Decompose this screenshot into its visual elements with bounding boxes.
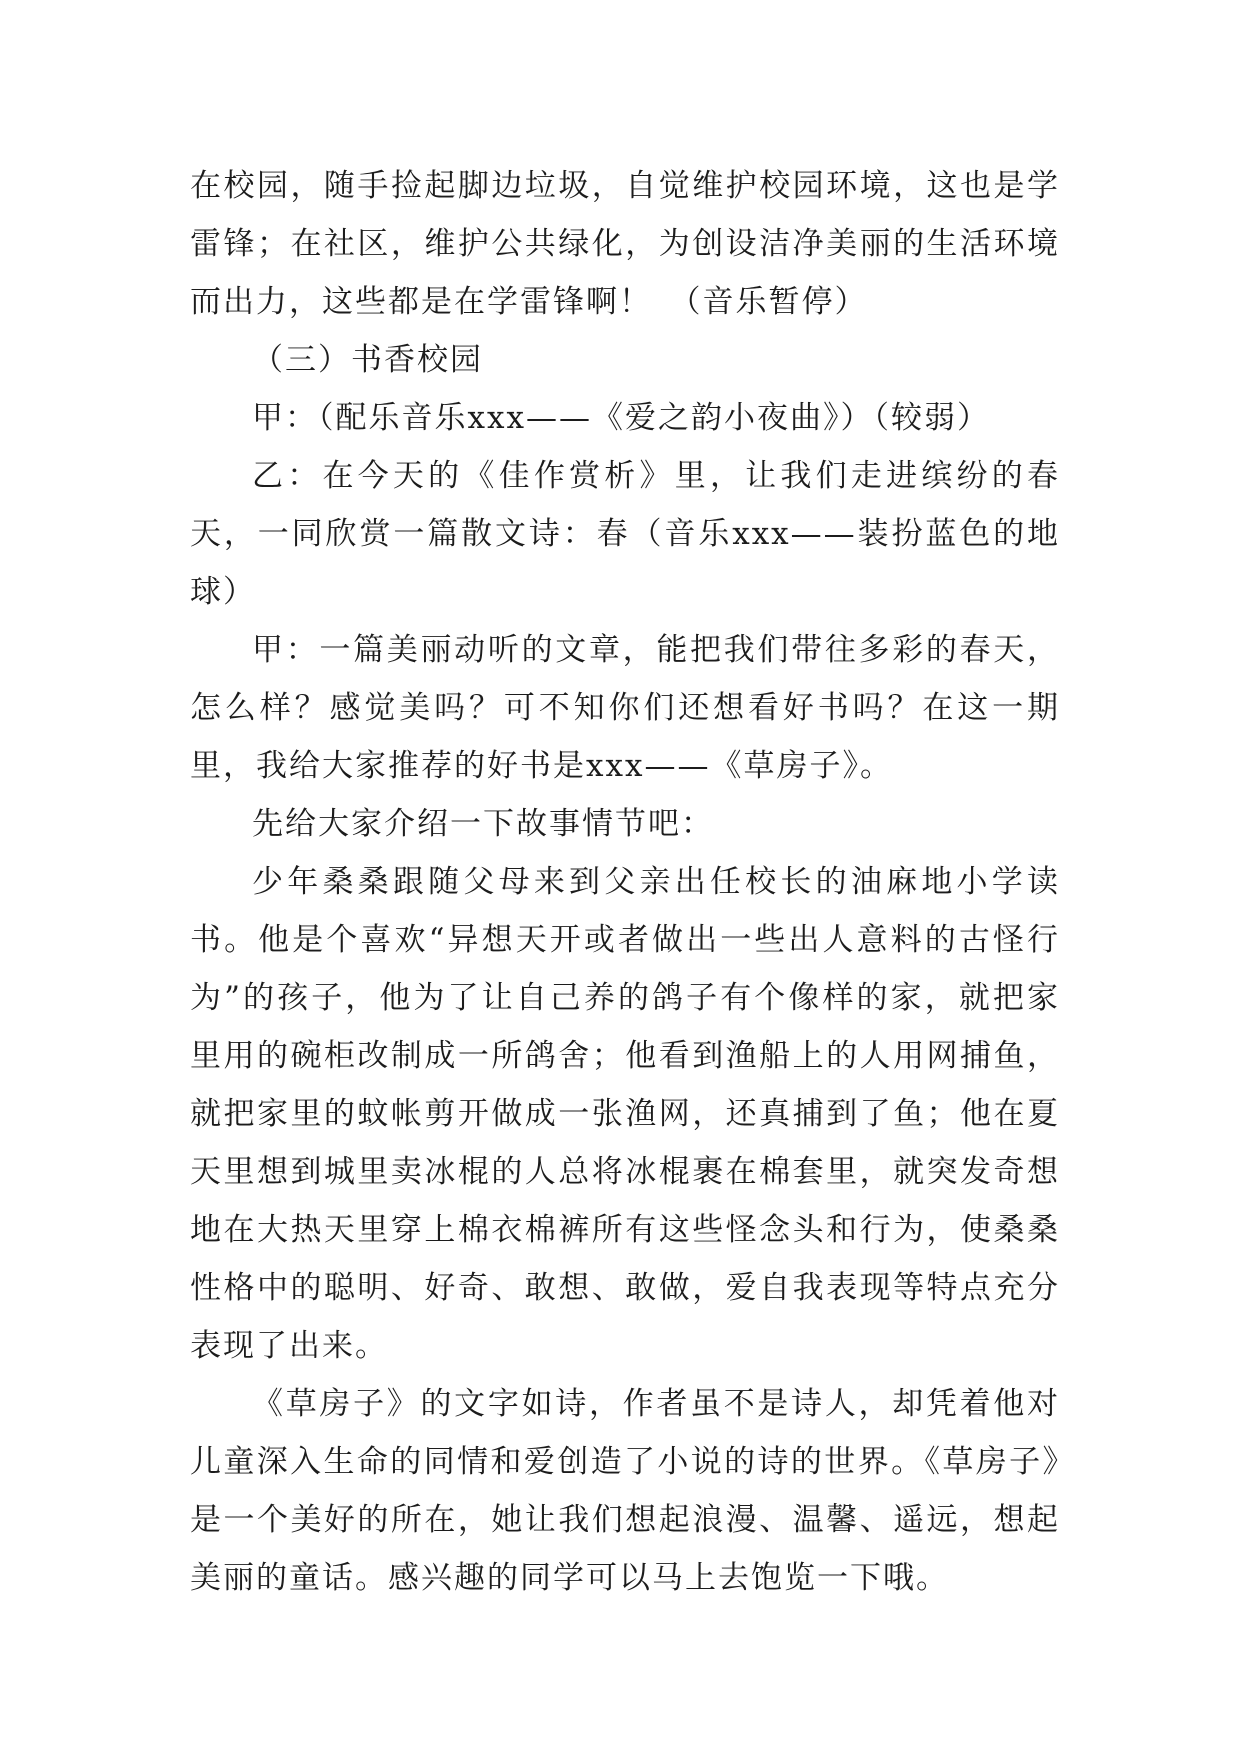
section-heading: （三）书香校园 bbox=[252, 342, 483, 378]
paragraph-7: 少年桑桑跟随父母来到父亲出任校长的油麻地小学读书。他是个喜欢“异想天开或者做出一些出人意料的古怪行为”的孩子，他为了让自己养的鸽子有个像样的家，就把家里用的碗柜改制成一所鸽舍；他看到渔船上的人用网捕鱼，就把家里的蚊帐剪开做成一张渔网，还真捕到了鱼；他在夏天里想到城里卖冰棍的人总将冰棍裹在棉套里，就突发奇想地在大热天里穿上棉衣棉裤所有这些怪念头和行为，使桑桑性格中的聪明、好奇、敢想、敢做，爱自我表现等特点充分表现了出来。 bbox=[190, 864, 1060, 1364]
paragraph-8: 《草房子》的文字如诗，作者虽不是诗人，却凭着他对儿童深入生命的同情和爱创造了小说的诗的世界。《草房子》是一个美好的所在，她让我们想起浪漫、温馨、遥远，想起美丽的童话。感兴趣的同学可以马上去饱览一下哦。 bbox=[190, 1386, 1060, 1596]
paragraph-4: 乙：在今天的《佳作赏析》里，让我们走进缤纷的春天，一同欣赏一篇散文诗：春（音乐xxx——装扮蓝色的地球） bbox=[190, 458, 1060, 610]
paragraph-5: 甲：一篇美丽动听的文章，能把我们带往多彩的春天，怎么样？感觉美吗？可不知你们还想看好书吗？在这一期里，我给大家推荐的好书是xxx——《草房子》。 bbox=[190, 632, 1060, 784]
paragraph-3: 甲：（配乐音乐xxx——《爱之韵小夜曲》）（较弱） bbox=[252, 400, 990, 436]
document-body bbox=[190, 157, 1060, 1607]
paragraph-1: 在校园，随手捡起脚边垃圾，自觉维护校园环境，这也是学雷锋；在社区，维护公共绿化，为创设洁净美丽的生活环境而出力，这些都是在学雷锋啊！ （音乐暂停） bbox=[190, 168, 1060, 320]
paragraph-6: 先给大家介绍一下故事情节吧： bbox=[252, 806, 714, 842]
